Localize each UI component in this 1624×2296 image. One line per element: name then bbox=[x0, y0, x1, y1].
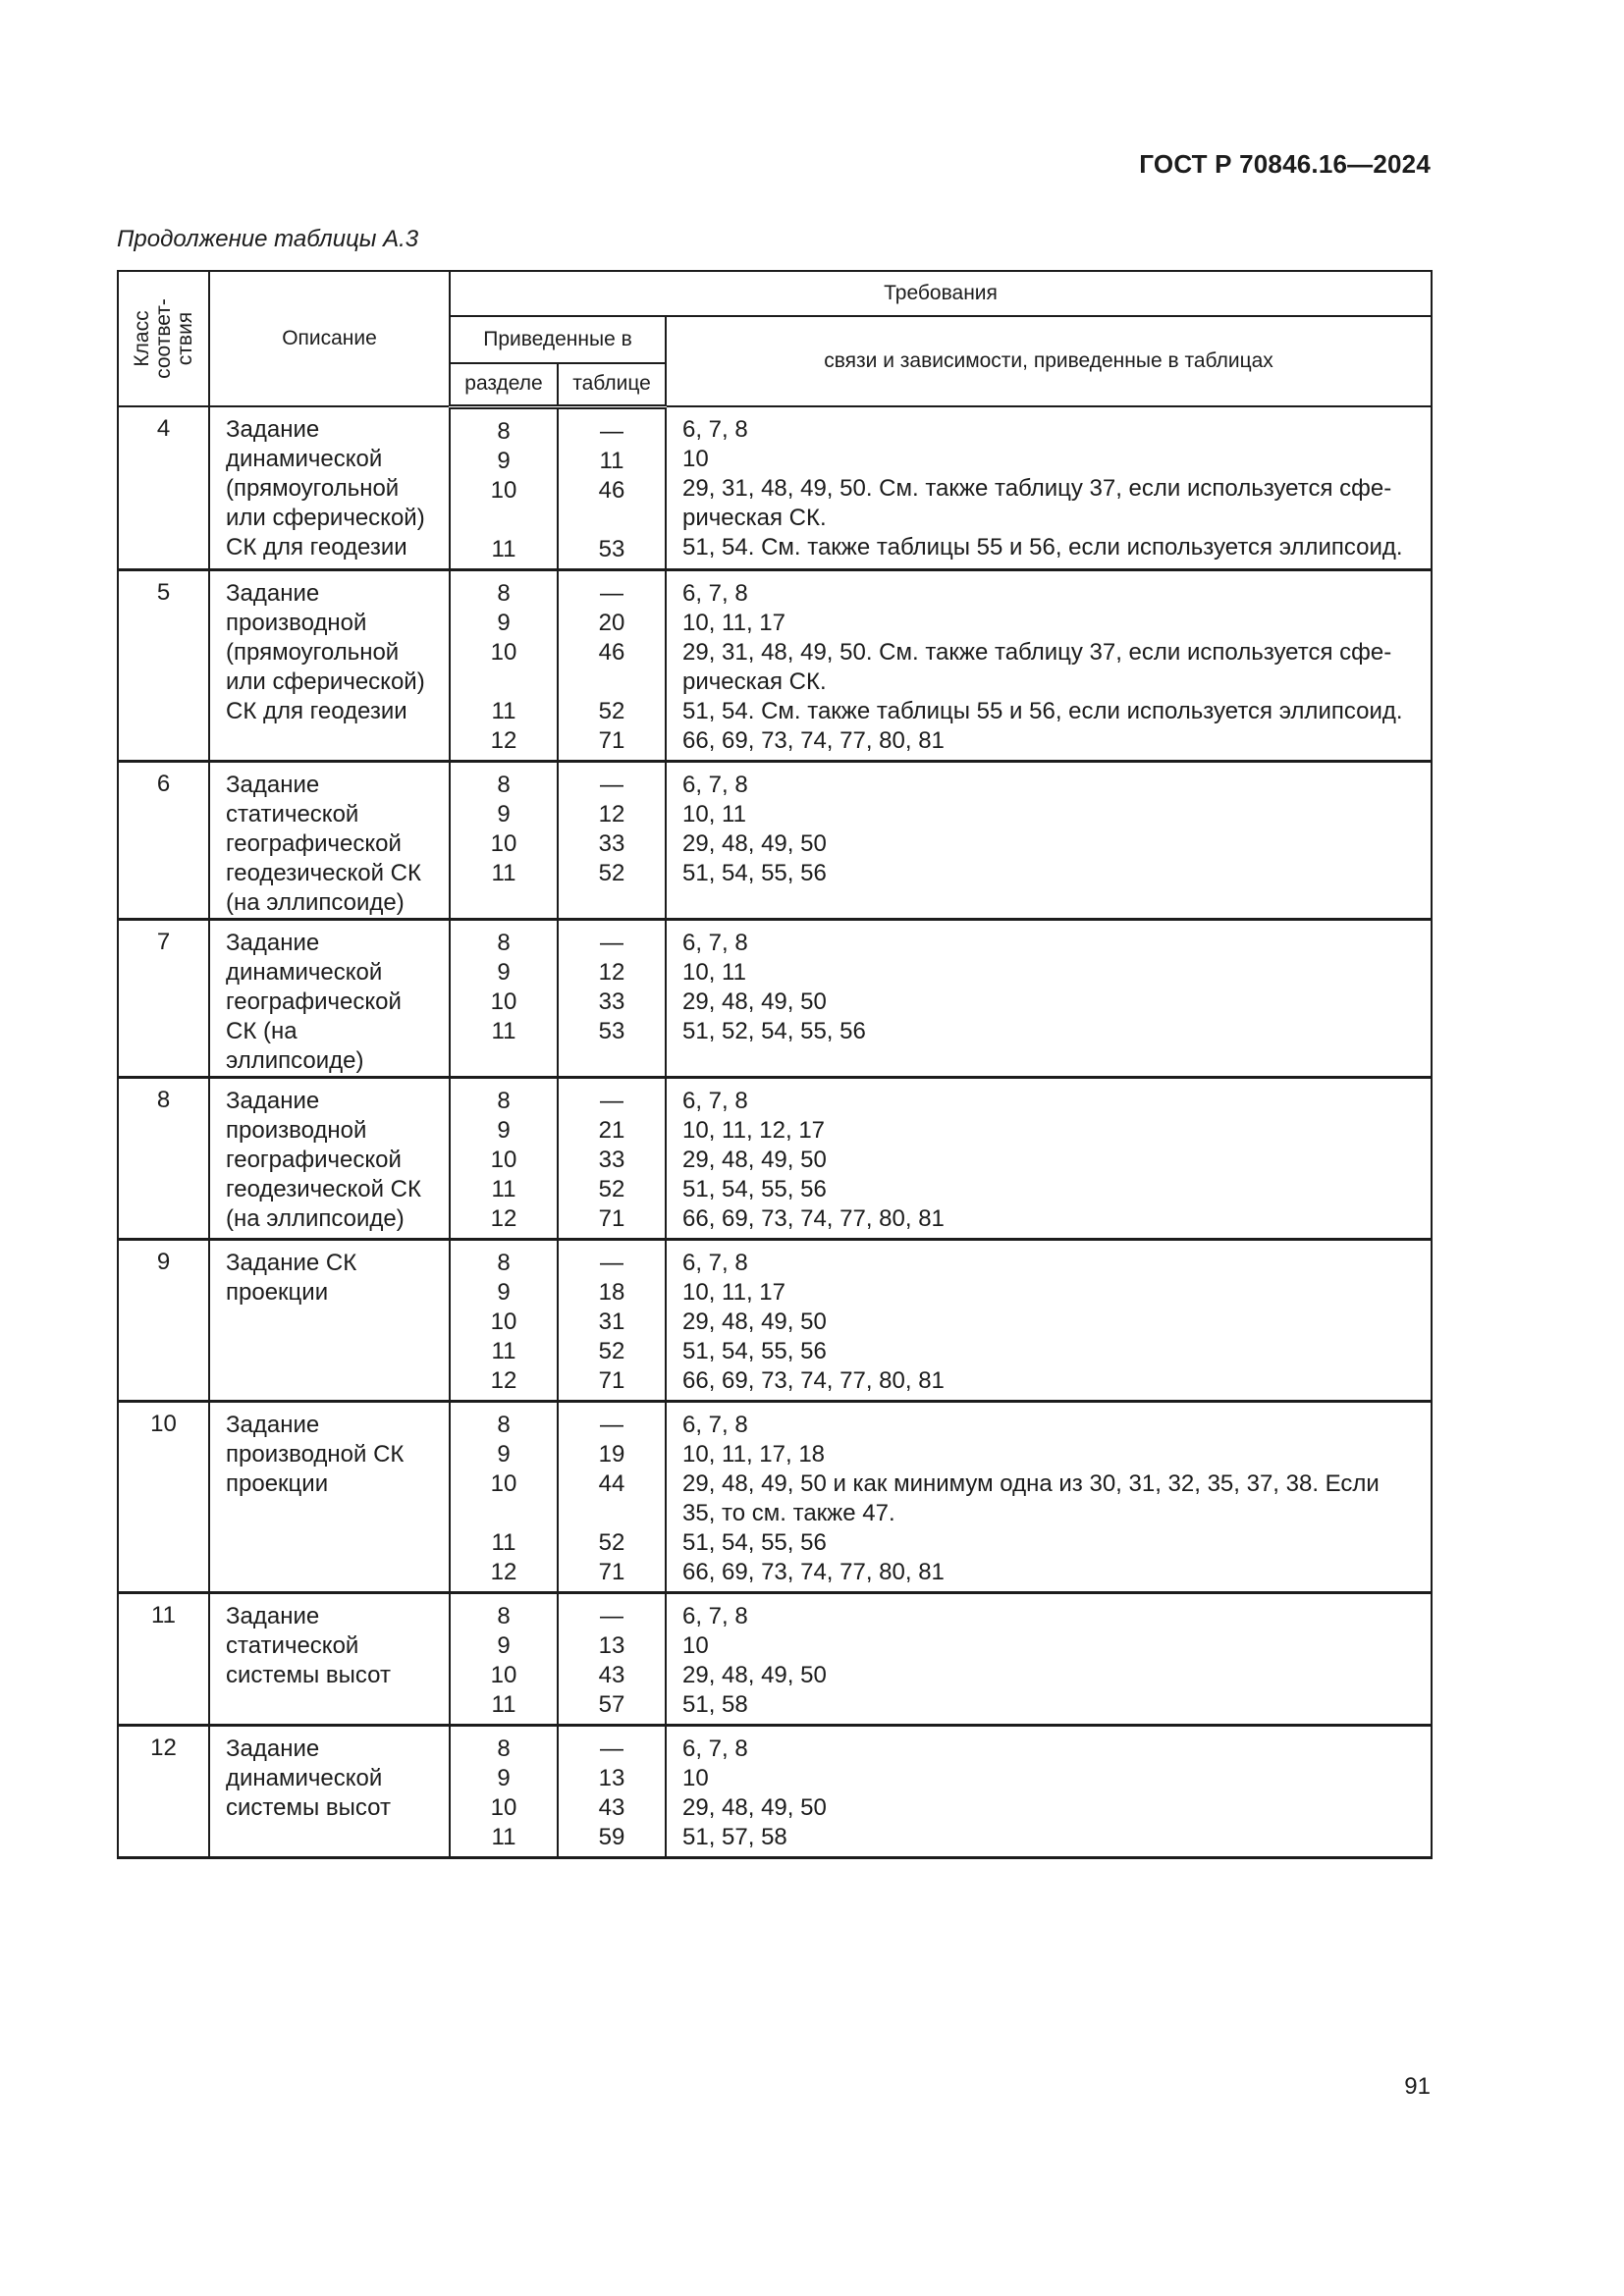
description-cell bbox=[209, 1592, 450, 1725]
links-value: 29, 48, 49, 50 bbox=[682, 988, 827, 1015]
given-in-header: Приведенные в bbox=[450, 316, 666, 363]
table-ref-value: 53 bbox=[598, 535, 625, 562]
table-ref-value: 33 bbox=[598, 988, 625, 1015]
description-line: Задание bbox=[226, 929, 320, 956]
description-line: эллипсоиде) bbox=[226, 1046, 364, 1074]
links-value: 51, 54, 55, 56 bbox=[682, 1175, 827, 1202]
table-ref-value: 11 bbox=[599, 447, 624, 474]
section-value: 10 bbox=[490, 476, 517, 504]
section-value: 10 bbox=[490, 1793, 517, 1821]
class-cell: 7 bbox=[118, 919, 209, 1077]
table-ref-value: 13 bbox=[598, 1764, 625, 1791]
table-ref-value: 12 bbox=[598, 958, 625, 986]
section-cell bbox=[450, 1592, 558, 1725]
description-line: (прямоугольной bbox=[226, 475, 400, 502]
section-value: 8 bbox=[497, 1087, 511, 1114]
section-cell bbox=[450, 761, 558, 919]
section-value: 12 bbox=[490, 1558, 517, 1585]
table-ref-value: 21 bbox=[598, 1116, 625, 1144]
links-value: 6, 7, 8 bbox=[682, 1249, 748, 1276]
section-value: 10 bbox=[490, 1469, 517, 1497]
table-row bbox=[118, 406, 1432, 569]
table-ref-value: 71 bbox=[598, 1366, 625, 1394]
links-value: 10 bbox=[682, 446, 709, 472]
section-value: 8 bbox=[497, 1249, 511, 1276]
section-value: 12 bbox=[490, 1366, 517, 1394]
section-value: 9 bbox=[497, 447, 511, 474]
links-value: 6, 7, 8 bbox=[682, 1602, 748, 1629]
table-ref-value: 52 bbox=[598, 1175, 625, 1202]
table-ref-value: 43 bbox=[598, 1661, 625, 1688]
links-value: 51, 54, 55, 56 bbox=[682, 1337, 827, 1364]
links-cell bbox=[666, 1725, 1432, 1857]
description-line: проекции bbox=[226, 1278, 329, 1306]
table-ref-value: — bbox=[600, 579, 623, 607]
section-cell bbox=[450, 1401, 558, 1592]
description-line: (на эллипсоиде) bbox=[226, 888, 405, 916]
section-value: 8 bbox=[497, 929, 511, 956]
description-line: производной bbox=[226, 1116, 367, 1144]
table-ref-value: — bbox=[600, 1411, 623, 1438]
table-ref-value: 31 bbox=[598, 1308, 625, 1335]
description-cell bbox=[209, 1725, 450, 1857]
table-ref-cell bbox=[558, 919, 666, 1077]
class-cell: 6 bbox=[118, 761, 209, 919]
section-value: 11 bbox=[491, 535, 516, 562]
table-ref-cell bbox=[558, 1725, 666, 1857]
section-cell bbox=[450, 1077, 558, 1239]
section-value: 10 bbox=[490, 829, 517, 857]
section-value: 8 bbox=[497, 417, 511, 445]
links-value: 10, 11 bbox=[682, 958, 746, 986]
table-ref-value: 59 bbox=[598, 1823, 625, 1850]
section-value: 8 bbox=[497, 1735, 511, 1762]
description-line: или сферической) bbox=[226, 667, 425, 695]
description-line: СК (на bbox=[226, 1017, 298, 1044]
description-line: геодезической СК bbox=[226, 859, 421, 886]
links-value: 10, 11, 12, 17 bbox=[682, 1116, 826, 1144]
links-value: 51, 54. См. также таблицы 55 и 56, если используется эллипсоид. bbox=[682, 697, 1403, 724]
table-row bbox=[118, 1077, 1432, 1239]
description-cell bbox=[209, 919, 450, 1077]
links-value: 6, 7, 8 bbox=[682, 416, 748, 443]
section-value: 9 bbox=[497, 1440, 511, 1468]
links-value: 51, 54, 55, 56 bbox=[682, 1528, 827, 1556]
table-ref-value: 12 bbox=[598, 800, 625, 828]
description-line: статической bbox=[226, 800, 359, 828]
description-line: Задание bbox=[226, 1602, 320, 1629]
description-line: Задание bbox=[226, 416, 320, 443]
description-line: статической bbox=[226, 1631, 359, 1659]
table-ref-value: 52 bbox=[598, 859, 625, 886]
section-value: 12 bbox=[490, 1204, 517, 1232]
links-value: 29, 48, 49, 50 bbox=[682, 1146, 827, 1173]
table-body bbox=[118, 406, 1432, 1857]
table-ref-value: 43 bbox=[598, 1793, 625, 1821]
links-value: 29, 31, 48, 49, 50. См. также таблицу 37, если используется сфе- bbox=[682, 475, 1392, 502]
section-value: 9 bbox=[497, 1631, 511, 1659]
description-cell bbox=[209, 406, 450, 569]
section-value: 8 bbox=[497, 1411, 511, 1438]
description-cell bbox=[209, 1077, 450, 1239]
links-value: 6, 7, 8 bbox=[682, 771, 748, 798]
table-ref-value: 71 bbox=[598, 1204, 625, 1232]
description-cell bbox=[209, 1239, 450, 1401]
table-ref-value: 53 bbox=[598, 1017, 625, 1044]
description-line: СК для геодезии bbox=[226, 534, 407, 561]
section-value: 10 bbox=[490, 1308, 517, 1335]
table-ref-value: — bbox=[600, 771, 623, 798]
links-value: 66, 69, 73, 74, 77, 80, 81 bbox=[682, 1366, 945, 1394]
description-line: Задание bbox=[226, 1087, 320, 1114]
class-header-line: соответ- bbox=[151, 298, 175, 379]
section-value: 10 bbox=[490, 1146, 517, 1173]
links-cell bbox=[666, 761, 1432, 919]
description-line: географической bbox=[226, 988, 402, 1015]
table-ref-value: — bbox=[600, 417, 623, 445]
description-line: системы высот bbox=[226, 1793, 391, 1821]
table-ref-value: 33 bbox=[598, 829, 625, 857]
links-value: 29, 48, 49, 50 и как минимум одна из 30, 31, 32, 35, 37, 38. Если bbox=[682, 1469, 1380, 1497]
table-ref-header: таблице bbox=[558, 363, 666, 406]
links-value: 29, 48, 49, 50 bbox=[682, 1793, 827, 1821]
section-cell bbox=[450, 569, 558, 761]
links-value: 29, 48, 49, 50 bbox=[682, 1661, 827, 1688]
section-value: 8 bbox=[497, 771, 511, 798]
section-value: 11 bbox=[491, 1337, 516, 1364]
table-ref-value: 46 bbox=[598, 638, 625, 666]
links-value: 51, 52, 54, 55, 56 bbox=[682, 1017, 866, 1044]
links-value: 10, 11, 17 bbox=[682, 609, 785, 636]
class-cell: 9 bbox=[118, 1239, 209, 1401]
description-line: географической bbox=[226, 829, 402, 857]
section-value: 10 bbox=[490, 988, 517, 1015]
description-cell bbox=[209, 1401, 450, 1592]
links-value: 29, 31, 48, 49, 50. См. также таблицу 37, если используется сфе- bbox=[682, 638, 1392, 666]
description-header: Описание bbox=[209, 271, 450, 406]
links-value-continued: рическая СК. bbox=[682, 505, 827, 531]
links-value: 29, 48, 49, 50 bbox=[682, 829, 827, 857]
links-cell bbox=[666, 1592, 1432, 1725]
standard-code: ГОСТ Р 70846.16—2024 bbox=[1139, 149, 1431, 179]
table-row bbox=[118, 1592, 1432, 1725]
description-line: производной СК bbox=[226, 1440, 405, 1468]
table-ref-value: 44 bbox=[598, 1469, 625, 1497]
table-row bbox=[118, 1401, 1432, 1592]
requirements-header: Требования bbox=[450, 271, 1432, 316]
requirements-table bbox=[117, 270, 1433, 1859]
class-header bbox=[118, 271, 209, 406]
description-line: динамической bbox=[226, 446, 383, 472]
section-value: 11 bbox=[491, 697, 516, 724]
description-line: СК для геодезии bbox=[226, 697, 407, 724]
table-row bbox=[118, 1239, 1432, 1401]
links-cell bbox=[666, 919, 1432, 1077]
section-value: 11 bbox=[491, 1690, 516, 1718]
table-ref-value: — bbox=[600, 1087, 623, 1114]
description-cell bbox=[209, 761, 450, 919]
section-value: 11 bbox=[491, 1175, 516, 1202]
links-value: 51, 54. См. также таблицы 55 и 56, если используется эллипсоид. bbox=[682, 534, 1403, 561]
table-ref-value: 18 bbox=[598, 1278, 625, 1306]
section-cell bbox=[450, 406, 558, 569]
table-ref-value: 71 bbox=[598, 726, 625, 754]
table-ref-value: 46 bbox=[598, 476, 625, 504]
page-number: 91 bbox=[1404, 2073, 1431, 2100]
class-cell: 5 bbox=[118, 569, 209, 761]
table-ref-cell bbox=[558, 1401, 666, 1592]
description-line: проекции bbox=[226, 1469, 329, 1497]
links-value: 66, 69, 73, 74, 77, 80, 81 bbox=[682, 1204, 945, 1232]
table-ref-value: 33 bbox=[598, 1146, 625, 1173]
table-ref-cell bbox=[558, 1239, 666, 1401]
description-cell bbox=[209, 569, 450, 761]
table-ref-cell bbox=[558, 406, 666, 569]
section-value: 8 bbox=[497, 1602, 511, 1629]
class-header-line: Класс bbox=[130, 310, 153, 367]
description-line: Задание bbox=[226, 771, 320, 798]
links-value: 10 bbox=[682, 1631, 709, 1659]
table-ref-value: 71 bbox=[598, 1558, 625, 1585]
links-value-continued: рическая СК. bbox=[682, 667, 827, 695]
links-value: 10, 11 bbox=[682, 800, 746, 828]
table-row bbox=[118, 1725, 1432, 1857]
table-ref-value: 20 bbox=[598, 609, 625, 636]
table-head bbox=[118, 271, 1432, 406]
class-cell: 4 bbox=[118, 406, 209, 569]
links-value: 6, 7, 8 bbox=[682, 1735, 748, 1762]
description-line: (на эллипсоиде) bbox=[226, 1204, 405, 1232]
section-value: 9 bbox=[497, 1764, 511, 1791]
section-cell bbox=[450, 1239, 558, 1401]
table-ref-value: 52 bbox=[598, 697, 625, 724]
section-value: 9 bbox=[497, 1116, 511, 1144]
class-cell: 8 bbox=[118, 1077, 209, 1239]
table-row bbox=[118, 761, 1432, 919]
table-row bbox=[118, 919, 1432, 1077]
links-value: 51, 57, 58 bbox=[682, 1823, 787, 1850]
links-value: 10, 11, 17, 18 bbox=[682, 1440, 826, 1468]
section-value: 9 bbox=[497, 800, 511, 828]
description-line: (прямоугольной bbox=[226, 638, 400, 666]
section-value: 11 bbox=[491, 1017, 516, 1044]
section-value: 10 bbox=[490, 638, 517, 666]
links-value: 6, 7, 8 bbox=[682, 579, 748, 607]
section-cell bbox=[450, 1725, 558, 1857]
description-line: Задание bbox=[226, 1735, 320, 1762]
table-ref-cell bbox=[558, 761, 666, 919]
table-ref-value: 52 bbox=[598, 1337, 625, 1364]
section-value: 10 bbox=[490, 1661, 517, 1688]
description-line: системы высот bbox=[226, 1661, 391, 1688]
description-line: производной bbox=[226, 609, 367, 636]
links-value: 6, 7, 8 bbox=[682, 929, 748, 956]
links-value: 10 bbox=[682, 1764, 709, 1791]
links-value-continued: 35, то см. также 47. bbox=[682, 1499, 895, 1526]
links-value: 6, 7, 8 bbox=[682, 1411, 748, 1438]
description-line: географической bbox=[226, 1146, 402, 1173]
description-line: Задание bbox=[226, 1411, 320, 1438]
table-caption: Продолжение таблицы А.3 bbox=[117, 226, 419, 252]
links-value: 66, 69, 73, 74, 77, 80, 81 bbox=[682, 726, 945, 754]
links-cell bbox=[666, 1401, 1432, 1592]
links-value: 51, 58 bbox=[682, 1690, 748, 1718]
section-value: 9 bbox=[497, 1278, 511, 1306]
class-header-line: ствия bbox=[173, 311, 196, 366]
section-value: 11 bbox=[491, 1528, 516, 1556]
links-cell bbox=[666, 1077, 1432, 1239]
links-cell bbox=[666, 1239, 1432, 1401]
table-ref-value: — bbox=[600, 1249, 623, 1276]
section-value: 11 bbox=[491, 1823, 516, 1850]
table-ref-value: — bbox=[600, 1735, 623, 1762]
table-ref-cell bbox=[558, 1077, 666, 1239]
section-header: разделе bbox=[450, 363, 558, 406]
section-value: 9 bbox=[497, 958, 511, 986]
table-ref-value: — bbox=[600, 929, 623, 956]
description-line: или сферической) bbox=[226, 505, 425, 531]
table-ref-value: 19 bbox=[598, 1440, 625, 1468]
table-ref-value: 57 bbox=[598, 1690, 625, 1718]
table-ref-value: 52 bbox=[598, 1528, 625, 1556]
section-value: 8 bbox=[497, 579, 511, 607]
links-cell bbox=[666, 406, 1432, 569]
links-value: 6, 7, 8 bbox=[682, 1087, 748, 1114]
table-row bbox=[118, 569, 1432, 761]
description-line: динамической bbox=[226, 958, 383, 986]
class-cell: 11 bbox=[118, 1592, 209, 1725]
description-line: Задание СК bbox=[226, 1249, 357, 1276]
links-cell bbox=[666, 569, 1432, 761]
table-ref-value: 13 bbox=[598, 1631, 625, 1659]
class-cell: 12 bbox=[118, 1725, 209, 1857]
section-value: 11 bbox=[491, 859, 516, 886]
description-line: геодезической СК bbox=[226, 1175, 421, 1202]
table-ref-cell bbox=[558, 1592, 666, 1725]
links-value: 66, 69, 73, 74, 77, 80, 81 bbox=[682, 1558, 945, 1585]
table-ref-value: — bbox=[600, 1602, 623, 1629]
links-value: 10, 11, 17 bbox=[682, 1278, 785, 1306]
links-header: связи и зависимости, приведенные в таблицах bbox=[666, 316, 1432, 406]
links-value: 29, 48, 49, 50 bbox=[682, 1308, 827, 1335]
links-value: 51, 54, 55, 56 bbox=[682, 859, 827, 886]
section-value: 12 bbox=[490, 726, 517, 754]
description-line: Задание bbox=[226, 579, 320, 607]
description-line: динамической bbox=[226, 1764, 383, 1791]
class-cell: 10 bbox=[118, 1401, 209, 1592]
section-cell bbox=[450, 919, 558, 1077]
section-value: 9 bbox=[497, 609, 511, 636]
table-ref-cell bbox=[558, 569, 666, 761]
